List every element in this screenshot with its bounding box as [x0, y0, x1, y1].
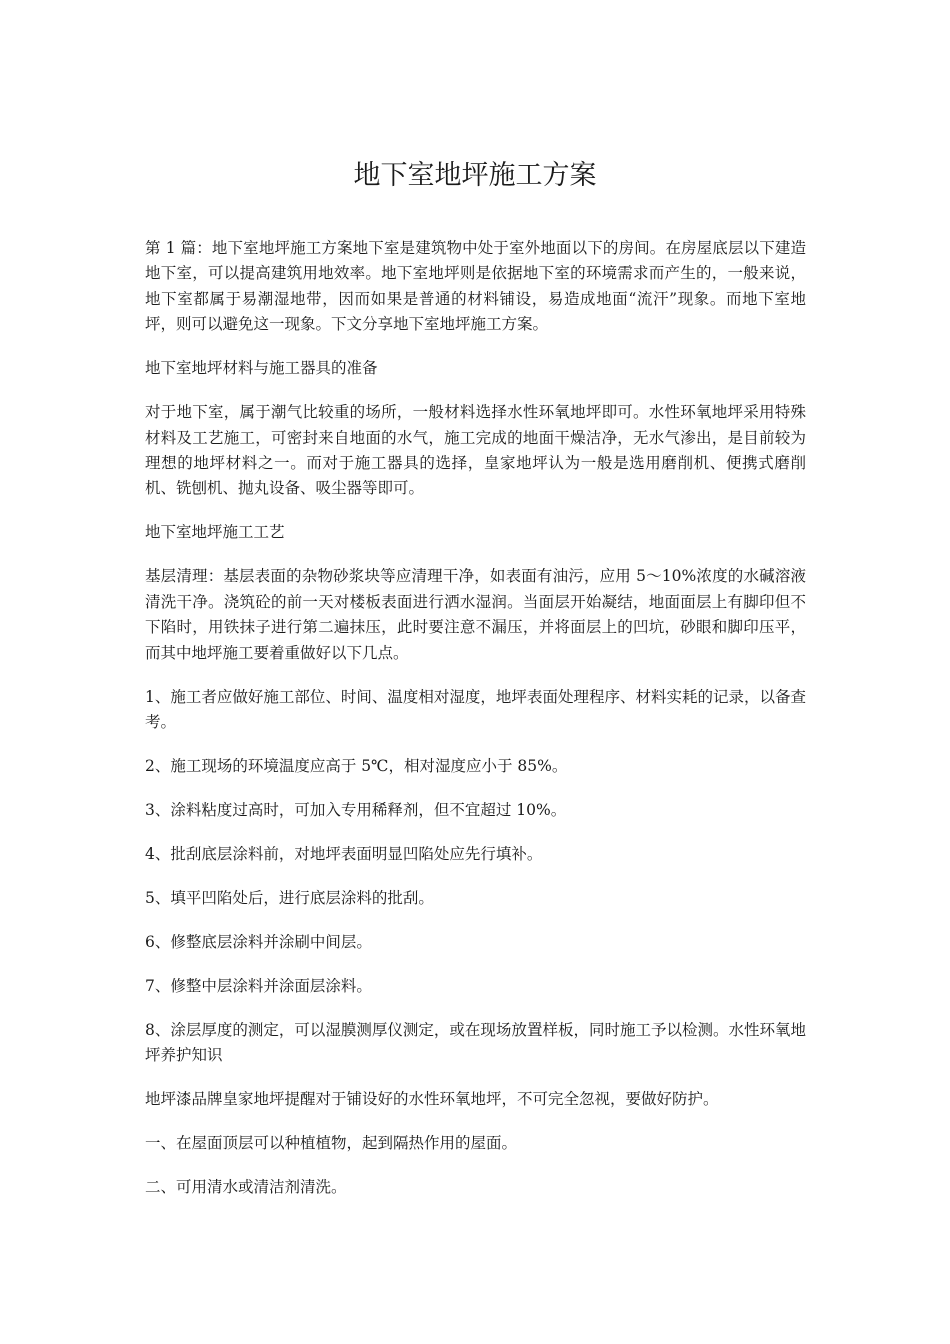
list-item-2: 2、施工现场的环境温度应高于 5℃，相对湿度应小于 85%。	[145, 757, 568, 776]
list-item-1: 1、施工者应做好施工部位、时间、温度相对湿度，地坪表面处理程序、材料实耗的记录，以备查考。	[145, 687, 806, 732]
maintenance-item-1: 一、在屋面顶层可以种植植物，起到隔热作用的屋面。	[145, 1134, 518, 1153]
list-item-4: 4、批刮底层涂料前，对地坪表面明显凹陷处应先行填补。	[145, 845, 543, 864]
document-title: 地下室地坪施工方案	[353, 160, 597, 191]
list-item-7: 7、修整中层涂料并涂面层涂料。	[145, 977, 372, 996]
section-heading-process: 地下室地坪施工工艺	[145, 523, 285, 542]
paragraph-intro: 第 1 篇：地下室地坪施工方案地下室是建筑物中处于室外地面以下的房间。在房屋底层以下建造地下室，可以提高建筑用地效率。地下室地坪则是依据地下室的环境需求而产生的，一般来说，地下室都属于易潮湿地带，因而如果是普通的材料铺设，易造成地面“流汗”现象。而地下室地坪，则可以避免这一现象。下文分享地下室地坪施工方案。	[145, 239, 806, 334]
maintenance-item-2: 二、可用清水或清洁剂清洗。	[145, 1178, 347, 1197]
document-body	[145, 236, 806, 1219]
paragraph-base-cleaning: 基层清理：基层表面的杂物砂浆块等应清理干净，如表面有油污，应用 5～10%浓度的水碱溶液清洗干净。浇筑砼的前一天对楼板表面进行洒水湿润。当面层开始凝结，地面面层上有脚印但不下陷时，用铁抹子进行第二遍抹压，此时要注意不漏压，并将面层上的凹坑，砂眼和脚印压平，而其中地坪施工要着重做好以下几点。	[145, 567, 806, 662]
paragraph-materials: 对于地下室，属于潮气比较重的场所，一般材料选择水性环氧地坪即可。水性环氧地坪采用特殊材料及工艺施工，可密封来自地面的水气，施工完成的地面干燥洁净，无水气渗出，是目前较为理想的地坪材料之一。而对于施工器具的选择，皇家地坪认为一般是选用磨削机、便携式磨削机、铣刨机、抛丸设备、吸尘器等即可。	[145, 403, 806, 498]
paragraph-maintenance: 地坪漆品牌皇家地坪提醒对于铺设好的水性环氧地坪，不可完全忽视，要做好防护。	[145, 1090, 719, 1109]
list-item-3: 3、涂料粘度过高时，可加入专用稀释剂，但不宜超过 10%。	[145, 801, 567, 820]
list-item-6: 6、修整底层涂料并涂刷中间层。	[145, 933, 372, 952]
section-heading-materials: 地下室地坪材料与施工器具的准备	[145, 359, 378, 378]
list-item-5: 5、填平凹陷处后，进行底层涂料的批刮。	[145, 889, 434, 908]
list-item-8: 8、涂层厚度的测定，可以湿膜测厚仪测定，或在现场放置样板，同时施工予以检测。水性环氧地坪养护知识	[145, 1021, 806, 1065]
